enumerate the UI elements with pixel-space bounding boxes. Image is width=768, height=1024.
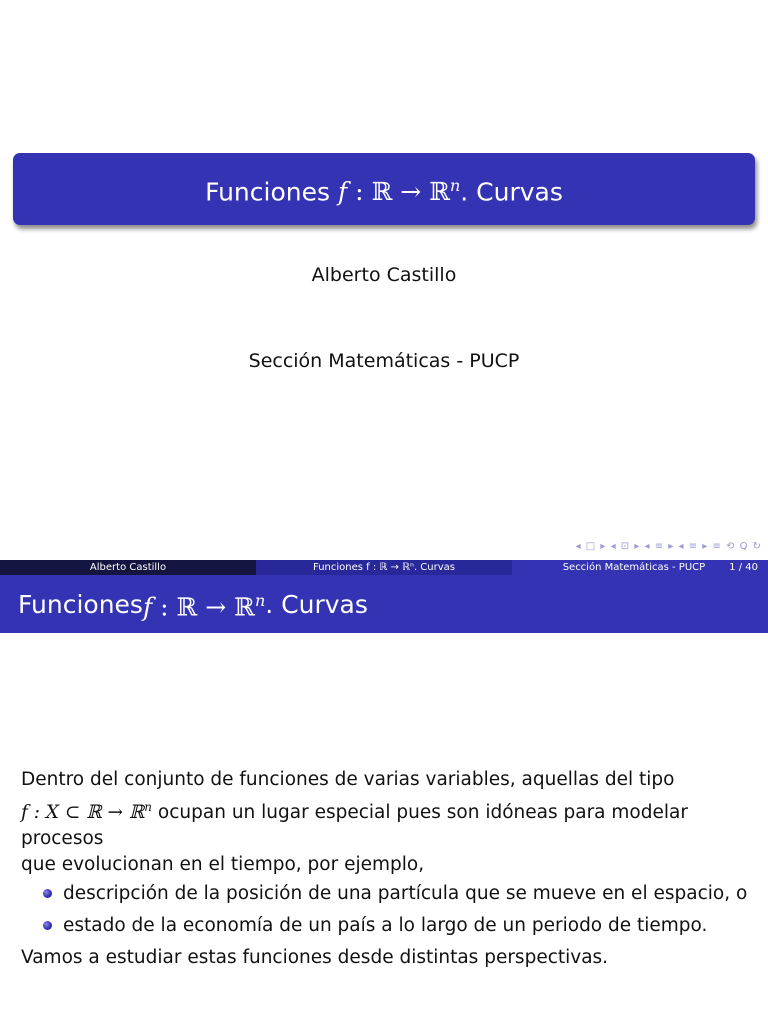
- closing-sentence: Vamos a estudiar estas funciones desde distintas perspectivas.: [21, 947, 609, 969]
- institute-name: Sección Matemáticas - PUCP: [248, 350, 520, 372]
- title-box: [13, 153, 755, 225]
- bullet-icon: [43, 921, 52, 930]
- footline-author: Alberto Castillo: [0, 560, 256, 575]
- list-item: estado de la economía de un país a lo largo de un periodo de tiempo.: [21, 913, 756, 939]
- beamer-navigation-icons[interactable]: ◂ □ ▸ ◂ ⊡ ▸ ◂ ≡ ▸ ◂ ≡ ▸ ≡ ⟲ Q ↻: [575, 541, 762, 552]
- frame-title: Funciones f : ℝ → ℝ$^n$ . Curvas: [0, 575, 768, 633]
- bullet-icon: [43, 889, 52, 898]
- example-list: [21, 881, 756, 939]
- footline-title: Funciones f : ℝ → ℝⁿ. Curvas: [256, 560, 512, 575]
- author-name: Alberto Castillo: [311, 264, 457, 286]
- footline-institute-cell: [512, 560, 768, 575]
- presentation-title: Funciones f : ℝ → ℝ$^n$. Curvas: [205, 175, 563, 207]
- footline-institute: Sección Matemáticas - PUCP: [562, 562, 706, 573]
- list-item: descripción de la posición de una partícula que se mueve en el espacio, o: [21, 881, 756, 907]
- footline: [0, 560, 768, 575]
- intro-paragraph: Dentro del conjunto de funciones de varias variables, aquellas del tipo f : X ⊂ ℝ → ℝ$^n$ ocupan un lugar especial pues son idóneas para modelar procesos que evolucionan en el tiempo, por ejemplo,: [21, 769, 688, 876]
- footline-page-number: 1 / 40: [729, 562, 758, 573]
- slide-body: [21, 767, 756, 971]
